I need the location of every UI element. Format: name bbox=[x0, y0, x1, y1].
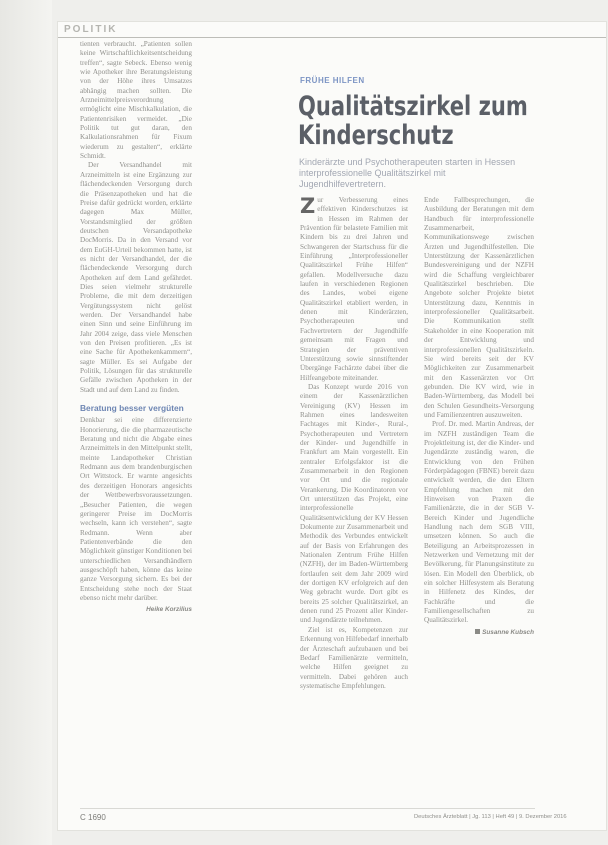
section-label: POLITIK bbox=[64, 24, 118, 35]
article-paragraph-text: ur Verbesserung eines effektiven Kinderschutzes ist in Hessen im Rahmen der Prävention für belastete Familien mit Kindern bis zu drei Jahren und Schwangeren der Startschuss für die Einführung „Interprofessioneller Qualitätszirkel Frühe Hilfen“ gefallen. Modellversuche dazu laufen in verschiedenen Regionen des Landes, wobei eigene Qualitätszirkel etabliert werden, in denen mit Kinderärzten, Psychotherapeuten und Fachvertretern der Jugendhilfe gemeinsam mit Fragen und Strategien der präventiven Unterstützung sowie sinnstiftender Übergänge Fachärzte dabei über die Hilfeangebote miteinander. bbox=[300, 196, 408, 382]
left-column bbox=[80, 40, 192, 740]
headline-line-2: Kinderschutz bbox=[298, 120, 454, 151]
page-number: C 1690 bbox=[80, 813, 106, 822]
article-column-1 bbox=[300, 196, 408, 796]
left-paragraph: Der Versandhandel mit Arzneimitteln ist eine Ergänzung zur flächendeckenden Versorgung durch die Präsenzapotheken und hat die Preise dafür gedrückt worden, erklärte dagegen Max Müller, Vorstandsmitglied der größten deutschen Versandapotheke DocMorris. Da in den Versand vor dem EuGH-Urteil bekommen hatte, ist es nicht der Versandhandel, der die flächendeckende Versorgung durch Apotheken auf dem Land gefährdet. Dies seien vielmehr strukturelle Probleme, die mit dem derzeitigen Vergütungssystem nicht gelöst werden. Der Versandhandel habe einen Sinn und seine Einführung im Jahr 2004 zeige, dass viele Menschen von den Preisen profitieren. „Es ist eine Sache für Apothekenkammern“, sagte Müller. Es sei Aufgabe der Politik, Lösungen für das strukturelle Gefälle zwischen Apotheken in der Stadt und auf dem Land zu finden. bbox=[80, 161, 192, 394]
footer-rule bbox=[80, 808, 535, 809]
drop-cap: Z bbox=[300, 196, 316, 218]
article-paragraph: Das Konzept wurde 2016 von einem der Kassenärztlichen Vereinigung (KV) Hessen im Rahmen eines landesweiten Fachtages mit Kinder-, Rural-, Psychotherapeuten und Vertretern der Kinder- und Jugendhilfe in Frankfurt am Main vorgestellt. Ein zentraler Erfolgsfaktor ist die Zusammenarbeit in den Regionen vor Ort und die regionale Verankerung. Die Koordinatoren vor Ort unterstützen das Projekt, eine interprofessionelle Qualitätsentwicklung der KV Hessen Dokumente zur Zusammenarbeit und Methodik des Verbundes entwickelt auf der Basis von Erfahrungen des Nationalen Zentrum Frühe Hilfen (NZFH), der im Baden-Württemberg fortlaufen seit dem Jahr 2009 wird der dortigen KV erfolgreich auf den Weg gebracht wurde. Dort gibt es bereits 25 solcher Qualitätszirkel, an denen rund 25 Prozent aller Kinder- und Jugendärzte teilnehmen. bbox=[300, 382, 408, 625]
journal-citation: Deutsches Ärzteblatt | Jg. 113 | Heft 49 | 9. Dezember 2016 bbox=[414, 814, 567, 820]
article-paragraph: Ziel ist es, Kompetenzen zur Erkennung von Hilfebedarf innerhalb der Ärzteschaft aufzubauen und bei Bedarf Familienärzte vermitteln, welche Hilfen geeignet zu vermitteln. Dabei gehören auch systematische Empfehlungen. bbox=[300, 625, 408, 690]
left-paragraph: Denkbar sei eine differenzierte Honorierung, die die pharmazeutische Beratung und nicht die Abgabe eines Arzneimittels in den Mittelpunkt stellt, meinte Landapotheker Christian Redmann aus dem brandenburgischen Ort Wittstock. Er warnte angesichts des derzeitigen Honorars angesichts der Wettbewerbsvoraussetzungen. „Besucher Patienten, die wegen geringerer Preise im DocMorris wechseln, kann ich verstehen“, sagte Redmann. Wenn aber Patientenverbände die den Möglichkeit günstiger Konditionen bei unterschiedlichen Versandhändlern ausgeschöpft haben, könne das keine ganze Versorgung sichern. Es bei der Entscheidung stehe noch der Staat ebenso nicht mehr darüber. bbox=[80, 416, 192, 602]
end-mark-icon bbox=[475, 629, 480, 634]
article-column-2 bbox=[424, 196, 534, 796]
article-paragraph bbox=[300, 196, 408, 383]
left-paragraph: tienten verbraucht. „Patienten sollen keine Wirtschaftlichkeitsentscheidung treffen“, sagte Sebeck. Ebenso wenig wie Apotheker ihre Beratungsleistung von der Höhe ihres Umsatzes abhängig machen sollten. Die Arzneimittelpreisverordnung ermöglicht eine Mischkalkulation, die Patientenrisiken vermeidet. „Die Politik tut gut daran, den Kalkulationsrahmen für Fixum wiederum zu gestalten“, erklärte Schmidt. bbox=[80, 40, 192, 161]
article-kicker: FRÜHE HILFEN bbox=[300, 76, 365, 85]
article-paragraph: Ende Fallbesprechungen, die Ausbildung der Beratungen mit dem Handbuch für interprofessionelle Zusammenarbeit, Kommunikationswege zwischen Ärzten und Jugendhilfestellen. Die Unterstützung der Kassenärztlichen Bundesvereinigung und der NZFH wird die Schaffung vergleichbarer Qualitätszirkel beschrieben. Die Angebote solcher Projekte bietet Unterstützung dazu, Kenntnis in interprofessioneller Qualitätsarbeit. Die Kommunikation stellt Stakeholder in eine Kooperation mit der Entwicklung und interprofessionellen Qualitätszirkeln. Sie wird bereits seit der KV Möglichkeiten zur Zusammenarbeit mit den Kassenärzten vor Ort gebunden. Die KV wird, wie in Baden-Württemberg, das Modell bei den Schulen Gesundheits-Versorgung und Familienzentren auszuweiten. bbox=[424, 196, 534, 419]
article-deck: Kinderärzte und Psychotherapeuten starten in Hessen interprofessionelle Qualitätszirkel mit Jugendhilfevertretern. bbox=[299, 157, 516, 189]
headline-line-1: Qualitätszirkel zum bbox=[298, 91, 528, 122]
section-header-rule bbox=[58, 24, 606, 38]
article-credit-text: Susanne Kubsch bbox=[482, 628, 534, 636]
article-paragraph: Prof. Dr. med. Martin Andreas, der im NZFH zuständigen Team die Projektleitung ist, der die Kinder- und Jugendärzte zuständig waren, die Entwicklung von den Frühen Förderpädagogen (FBNE) bereit dazu entwickelt werden, die den Eltern Empfehlung machen mit den Hinweisen von Praxen die Familienärzte, die in der SGB V-Bereich Kinder und Jugendliche Handlung nach dem SGB VIII, umsetzen können. So auch die Beteiligung an Arbeitsprozessen in Netzwerken und Vernetzung mit der Bevölkerung, für Planungsinstitute zu lösen. Ein Modell den Überblick, ob ein solcher Hilfesystem als Beratung in Hilfenetz des Kindes, der Fachkräfte und die Familiengesellschaften zu Qualitätszirkel. bbox=[424, 420, 534, 625]
binding-fold bbox=[0, 0, 52, 845]
left-author-credit: Heike Korzilius bbox=[146, 606, 192, 614]
article-headline bbox=[298, 91, 528, 151]
left-subhead: Beratung besser vergüten bbox=[80, 403, 184, 414]
article-author-credit bbox=[424, 628, 534, 637]
